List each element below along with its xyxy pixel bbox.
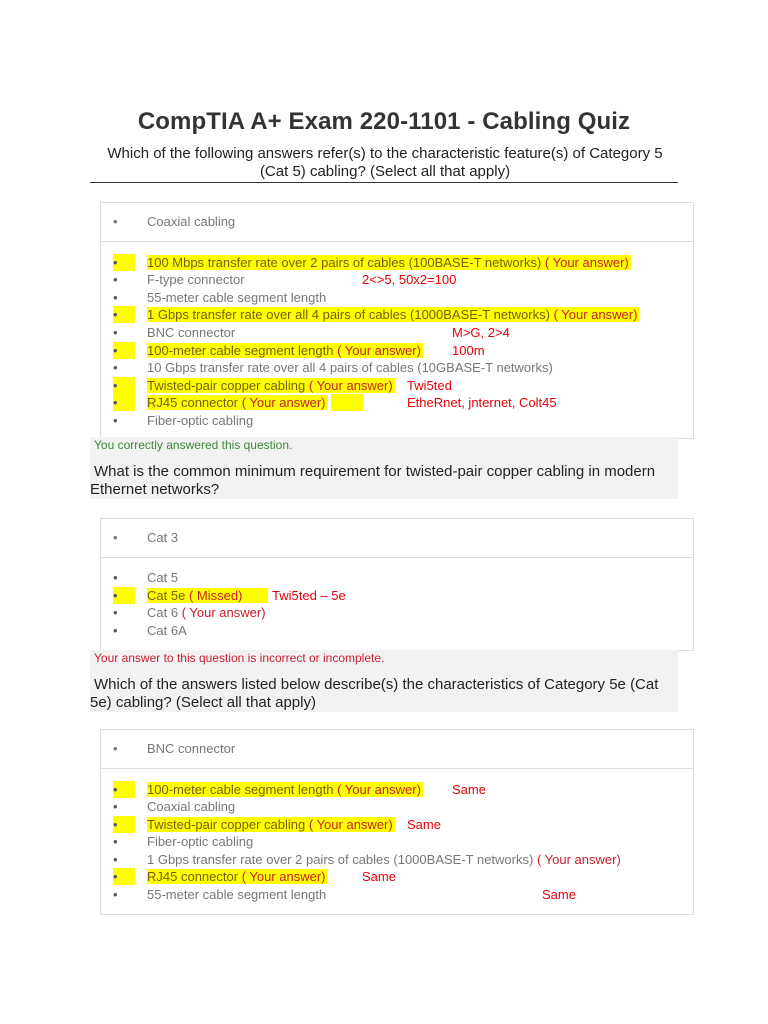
- bullet-icon: •: [113, 887, 118, 902]
- bullet-icon: •: [113, 306, 135, 323]
- question-2-text: What is the common minimum requirement for twisted-pair copper cabling in modern Ethernet networks?: [90, 463, 656, 498]
- your-answer-tag: ( Your answer): [337, 343, 421, 358]
- bullet-icon: •: [113, 605, 118, 620]
- option-label: 55-meter cable segment length: [147, 887, 327, 902]
- your-answer-tag: ( Your answer): [181, 605, 266, 620]
- handwritten-note: Same: [542, 887, 576, 902]
- option-label: Cat 3: [147, 530, 179, 545]
- bullet-icon: •: [113, 214, 118, 229]
- handwritten-note: Same: [407, 817, 441, 832]
- q3-option-header[interactable]: [101, 730, 693, 769]
- option-label: F-type connector: [147, 272, 245, 287]
- bullet-icon: •: [113, 781, 135, 798]
- your-answer-tag: ( Your answer): [553, 307, 638, 322]
- handwritten-note: Same: [362, 869, 396, 884]
- bullet-icon: •: [113, 272, 118, 287]
- q2-option-header[interactable]: [101, 519, 693, 558]
- bullet-icon: •: [113, 816, 135, 833]
- your-answer-tag: ( Your answer): [308, 817, 393, 832]
- handwritten-note: 100m: [452, 343, 485, 358]
- option-label: RJ45 connector: [147, 869, 239, 884]
- bullet-icon: •: [113, 254, 135, 271]
- option-label: Cat 6: [147, 605, 179, 620]
- your-answer-tag: ( Your answer): [337, 782, 421, 797]
- option-label: 10 Gbps transfer rate over all 4 pairs of cables (10GBASE-T networks): [147, 360, 553, 375]
- bullet-icon: •: [113, 834, 118, 849]
- option-label: Cat 6A: [147, 623, 187, 638]
- your-answer-tag: ( Your answer): [308, 378, 393, 393]
- option-label: 1 Gbps transfer rate over 2 pairs of cables (1000BASE-T networks): [147, 852, 534, 867]
- bullet-icon: •: [113, 587, 135, 604]
- your-answer-tag: ( Your answer): [241, 869, 326, 884]
- bullet-icon: •: [113, 325, 118, 340]
- bullet-icon: •: [113, 623, 118, 638]
- missed-tag: ( Missed): [188, 588, 243, 603]
- handwritten-note: Same: [452, 782, 486, 797]
- bullet-icon: •: [113, 530, 118, 545]
- option-label: Coaxial cabling: [147, 214, 236, 229]
- option-label: 1 Gbps transfer rate over all 4 pairs of cables (1000BASE-T networks): [147, 307, 550, 322]
- option-label: Coaxial cabling: [147, 799, 236, 814]
- handwritten-note: Twi5ted: [407, 378, 452, 393]
- option-label: 100 Mbps transfer rate over 2 pairs of cables (100BASE-T networks): [147, 255, 542, 270]
- your-answer-tag: ( Your answer): [241, 395, 326, 410]
- bullet-icon: •: [113, 394, 135, 411]
- bullet-icon: •: [113, 377, 135, 394]
- question-3-text: Which of the answers listed below describe(s) the characteristics of Category 5e (Cat 5e) cabling? (Select all that apply): [90, 676, 659, 711]
- bullet-icon: •: [113, 799, 118, 814]
- bullet-icon: •: [113, 852, 118, 867]
- handwritten-note: M>G, 2>4: [452, 325, 510, 340]
- feedback-correct: You correctly answered this question.: [94, 438, 293, 452]
- bullet-icon: •: [113, 413, 118, 428]
- q1-option-header[interactable]: [101, 203, 693, 242]
- question-1-text: Which of the following answers refer(s) to the characteristic feature(s) of Category 5 (Cat 5) cabling? (Select all that apply): [107, 145, 663, 180]
- feedback-incorrect: Your answer to this question is incorrect or incomplete.: [94, 651, 385, 665]
- bullet-icon: •: [113, 741, 118, 756]
- bullet-icon: •: [113, 868, 135, 885]
- bullet-icon: •: [113, 360, 118, 375]
- q2-answer-box: [100, 518, 694, 651]
- option-label: 55-meter cable segment length: [147, 290, 327, 305]
- bullet-icon: •: [113, 290, 118, 305]
- q1-answer-box: [100, 202, 694, 439]
- option-label: Twisted-pair copper cabling: [147, 378, 306, 393]
- option-label: BNC connector: [147, 741, 236, 756]
- option-label: 100-meter cable segment length: [147, 343, 334, 358]
- your-answer-tag: ( Your answer): [536, 852, 621, 867]
- option-label: 100-meter cable segment length: [147, 782, 334, 797]
- highlight-mark: [331, 394, 363, 411]
- option-label: Twisted-pair copper cabling: [147, 817, 306, 832]
- handwritten-note: Twi5ted – 5e: [272, 588, 346, 603]
- handwritten-note: 2<>5, 50x2=100: [362, 272, 457, 287]
- title-divider: [90, 182, 678, 183]
- handwritten-note: EtheRnet, jnternet, Colt45: [407, 395, 557, 410]
- bullet-icon: •: [113, 342, 135, 359]
- option-label: BNC connector: [147, 325, 236, 340]
- option-label: Cat 5e: [147, 588, 186, 603]
- bullet-icon: •: [113, 570, 118, 585]
- your-answer-tag: ( Your answer): [544, 255, 629, 270]
- q3-answer-box: [100, 729, 694, 915]
- option-label: Fiber-optic cabling: [147, 413, 254, 428]
- option-label: Fiber-optic cabling: [147, 834, 254, 849]
- option-label: RJ45 connector: [147, 395, 239, 410]
- option-label: Cat 5: [147, 570, 179, 585]
- page-title: CompTIA A+ Exam 220-1101 - Cabling Quiz: [137, 108, 631, 135]
